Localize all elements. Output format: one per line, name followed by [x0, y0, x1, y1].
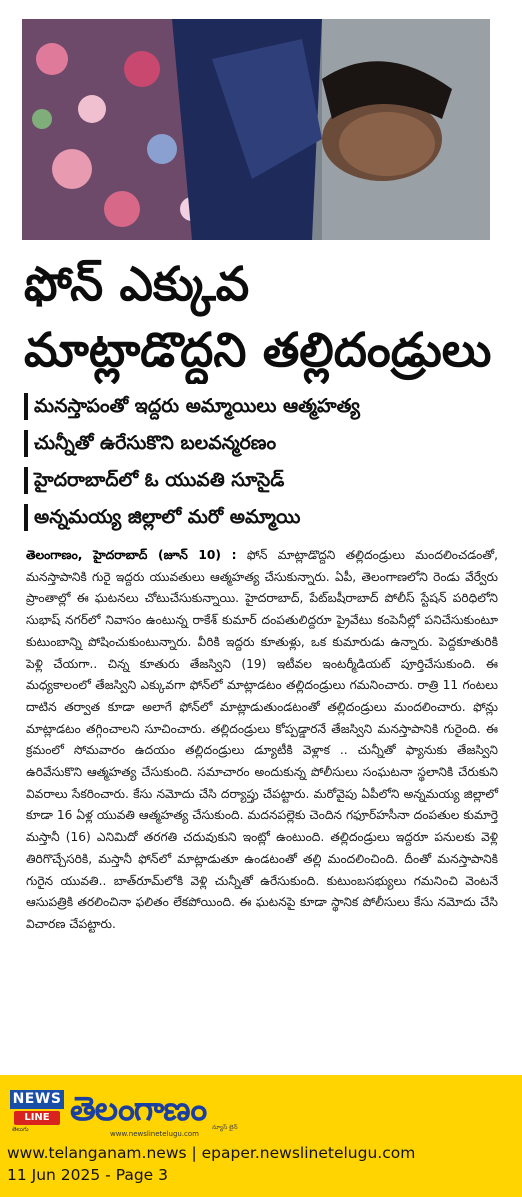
brand-tagline: న్యూస్ లైన్ — [212, 1124, 238, 1131]
subheading-4: అన్నమయ్య జిల్లాలో మరో అమ్మాయి — [24, 504, 504, 531]
footer-date-page: 11 Jun 2025 - Page 3 — [7, 1166, 169, 1184]
footer-links: www.telanganam.news | epaper.newslinetelugu.com — [7, 1144, 416, 1162]
article-body — [26, 545, 498, 936]
photo-illustration — [22, 19, 490, 240]
article-paragraph — [26, 545, 498, 936]
subheadings — [24, 393, 504, 541]
newsline-logo — [10, 1090, 64, 1133]
subheading-1: మనస్తాపంతో ఇద్దరు అమ్మాయిలు ఆత్మహత్య — [24, 393, 504, 420]
article-photo — [22, 19, 490, 240]
dateline: తెలంగాణం, హైదరాబాద్ (జూన్ 10) : — [26, 548, 237, 562]
brand-title: తెలంగాణం — [70, 1089, 207, 1128]
footer-banner — [0, 1075, 522, 1197]
headline — [24, 252, 504, 384]
logo-sub-text: తెలుగు — [12, 1126, 29, 1133]
logo-line-text: LINE — [14, 1111, 60, 1125]
subheading-2: చున్నీతో ఉరేసుకొని బలవన్మరణం — [24, 430, 504, 457]
headline-line-2: మాట్లాడొద్దని తల్లిదండ్రులు — [24, 323, 492, 378]
subheading-3: హైదరాబాద్‌లో ఓ యువతి సూసైడ్ — [24, 467, 504, 494]
brand-url: www.newslinetelugu.com — [110, 1130, 199, 1138]
logo-news-text: NEWS — [10, 1090, 64, 1109]
headline-line-1: ఫోన్ ఎక్కువ — [24, 257, 250, 312]
article-text: ఫోన్ మాట్లాడొద్దని తల్లిదండ్రులు మందలించడంతో, మనస్తాపానికి గురై ఇద్దరు యువతులు ఆత్మహత్య చేసుకున్నారు. ఏపీ, తెలంగాణలోని రెండు వేర్వేరు ప్రాంతాల్లో ఈ ఘటనలు చోటుచేసుకున్నాయి. హైదరాబాద్, పేట్‌బషీరాబాద్ పోలీస్ స్టేషన్ పరిధిలోని సుభాష్ నగర్‌లో నివాసం ఉంటున్న రాకేశ్ కుమార్ దంపతులిద్దరూ ప్రైవేటు కంపెనీల్లో పనిచేసుకుంటూ కుటుంబాన్ని పోషించుకుంటున్నారు. వీరికి ఇద్దరు కూతుళ్లు, ఒక కుమారుడు ఉన్నారు. పెద్దకూతురికి పెళ్లి చేయగా.. చిన్న కూతురు తేజస్విని (19) ఇటీవల ఇంటర్మీడియట్ పూర్తిచేసుకుంది. ఈ మధ్యకాలంలో తేజస్విని ఎక్కువగా ఫోన్‌లో మాట్లాడటం తల్లిదండ్రులు గమనించారు. రాత్రి 11 గంటలు దాటిన తర్వాత కూడా అలాగే ఫోన్‌లో మాట్లాడుతుండటంతో తల్లిదండ్రులు మందలించారు. ఫోన్లు మాట్లాడటం తగ్గించాలని సూచించారు. తల్లిదండ్రులు కోప్పడ్డారనే తేజస్విని మనస్తాపానికి గురైంది. ఈ క్రమంలో సోమవారం ఉదయం తల్లిదండ్రులు డ్యూటీకి వెళ్లాక .. చున్నీతో ఫ్యానుకు తేజస్విని ఉరివేసుకొని ఆత్మహత్య చేసుకుంది. సమాచారం అందుకున్న పోలీసులు సంఘటనా స్థలానికి చేరుకుని వివరాలు సేకరించారు. కేసు నమోదు చేసి దర్యాప్తు చేపట్టారు. మరోవైపు ఏపీలోని అన్నమయ్య జిల్లాలో కూడా 16 ఏళ్ల యువతి ఆత్మహత్య చేసుకుంది. మదనపల్లెకు చెందిన గఫూర్‌హసీనా దంపతుల కుమార్తె మస్తానీ (16) ఎనిమిదో తరగతి చదువుకుని ఇంట్లో ఉంటుంది. తల్లిదండ్రులు ఇద్దరూ పనులకు వెళ్లి తిరిగొచ్చేసరికి, మస్తానీ ఫోన్‌లో మాట్లాడుతూ ఉండటంతో తల్లి మందలించింది. దీంతో మనస్తాపానికి గురైన యువతి.. బాత్‌రూమ్‌లోకి వెళ్లి చున్నీతో ఉరేసుకుంది. కుటుంబసభ్యులు గమనించి వెంటనే ఆసుపత్రికి తరలించినా ఫలితం లేకపోయింది. ఈ ఘటనపై కూడా స్థానిక పోలీసులు కేసు నమోదు చేసి విచారణ చేపట్టారు. — [26, 548, 499, 931]
